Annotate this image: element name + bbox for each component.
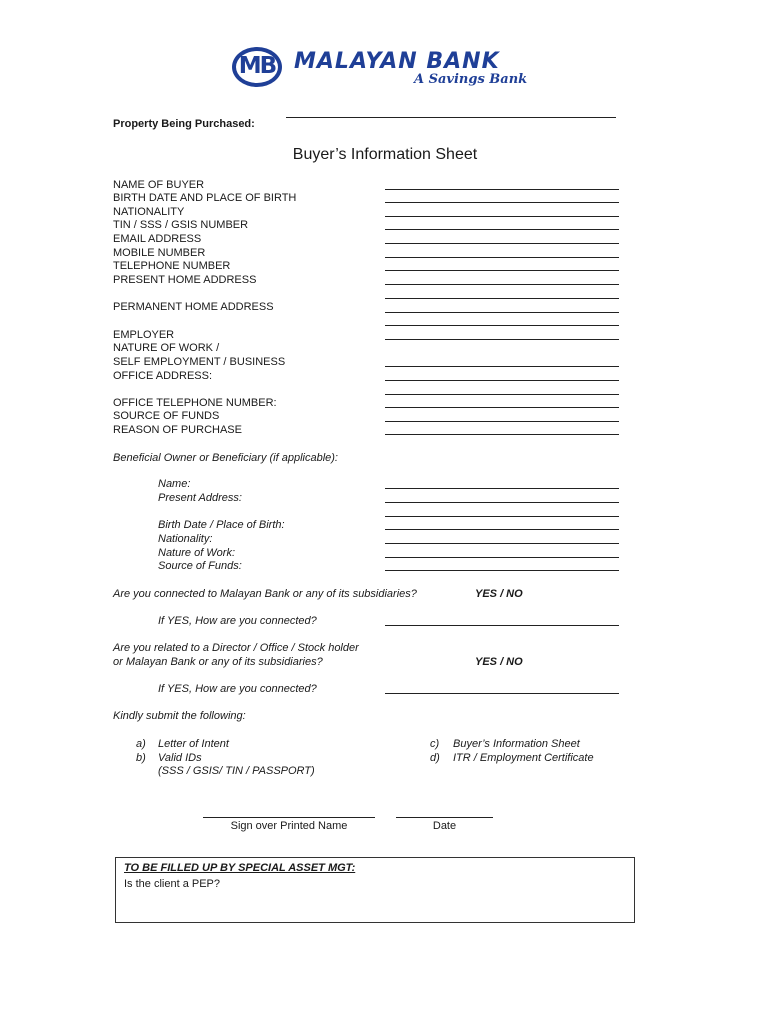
submit-marker-c: c) (430, 738, 440, 750)
answer-line[interactable] (385, 312, 619, 313)
submit-item-id-types: (SSS / GSIS/ TIN / PASSPORT) (158, 765, 315, 777)
bank-name: MALAYAN BANK (294, 49, 500, 74)
answer-line[interactable] (385, 557, 619, 558)
field-birth: BIRTH DATE AND PLACE OF BIRTH (113, 192, 297, 204)
answer-line[interactable] (385, 284, 619, 285)
answer-line[interactable] (385, 488, 619, 489)
beneficial-present-address: Present Address: (158, 492, 242, 504)
answer-line[interactable] (385, 298, 619, 299)
submit-marker-b: b) (136, 752, 146, 764)
beneficial-source-of-funds: Source of Funds: (158, 560, 242, 572)
answer-line[interactable] (385, 229, 619, 230)
field-telephone: TELEPHONE NUMBER (113, 260, 231, 272)
submit-marker-a: a) (136, 738, 146, 750)
signature-line[interactable] (203, 817, 375, 818)
submit-item-valid-ids: Valid IDs (158, 752, 202, 764)
q2-yes-no[interactable]: YES / NO (475, 656, 523, 668)
answer-line[interactable] (385, 502, 619, 503)
answer-line[interactable] (385, 216, 619, 217)
beneficial-heading: Beneficial Owner or Beneficiary (if applicable): (113, 452, 338, 464)
answer-line[interactable] (385, 394, 619, 395)
answer-line[interactable] (385, 434, 619, 435)
property-line[interactable] (286, 117, 616, 118)
q1-question: Are you connected to Malayan Bank or any of its subsidiaries? (113, 588, 417, 600)
field-permanent-address: PERMANENT HOME ADDRESS (113, 301, 274, 313)
answer-line[interactable] (385, 270, 619, 271)
answer-line[interactable] (385, 570, 619, 571)
date-label: Date (432, 820, 457, 832)
special-asset-heading: TO BE FILLED UP BY SPECIAL ASSET MGT: (124, 862, 356, 874)
q1-answer-line[interactable] (385, 625, 619, 626)
q2-followup: If YES, How are you connected? (158, 683, 317, 695)
answer-line[interactable] (385, 189, 619, 190)
submit-item-itr: ITR / Employment Certificate (453, 752, 594, 764)
q2-line2: or Malayan Bank or any of its subsidiaries? (113, 656, 323, 668)
submit-heading: Kindly submit the following: (113, 710, 246, 722)
answer-line[interactable] (385, 339, 619, 340)
beneficial-birth: Birth Date / Place of Birth: (158, 519, 285, 531)
field-tin: TIN / SSS / GSIS NUMBER (113, 219, 249, 231)
property-label: Property Being Purchased: (113, 118, 255, 130)
page-title: Buyer’s Information Sheet (292, 146, 478, 163)
q1-yes-no[interactable]: YES / NO (475, 588, 523, 600)
pep-question: Is the client a PEP? (124, 878, 220, 890)
answer-line[interactable] (385, 529, 619, 530)
field-employer: EMPLOYER (113, 329, 175, 341)
beneficial-nationality: Nationality: (158, 533, 213, 545)
bank-tagline: A Savings Bank (414, 72, 528, 87)
field-self-employment: SELF EMPLOYMENT / BUSINESS (113, 356, 286, 368)
answer-line[interactable] (385, 407, 619, 408)
field-present-address: PRESENT HOME ADDRESS (113, 274, 257, 286)
q2-line1: Are you related to a Director / Office / Stock holder (113, 642, 359, 654)
beneficial-name: Name: (158, 478, 191, 490)
date-line[interactable] (396, 817, 493, 818)
answer-line[interactable] (385, 243, 619, 244)
submit-marker-d: d) (430, 752, 440, 764)
q2-answer-line[interactable] (385, 693, 619, 694)
submit-item-buyer-info-sheet: Buyer’s Information Sheet (453, 738, 580, 750)
answer-line[interactable] (385, 257, 619, 258)
answer-line[interactable] (385, 380, 619, 381)
answer-line[interactable] (385, 543, 619, 544)
field-reason-of-purchase: REASON OF PURCHASE (113, 424, 242, 436)
submit-item-letter-of-intent: Letter of Intent (158, 738, 229, 750)
answer-line[interactable] (385, 366, 619, 367)
answer-line[interactable] (385, 202, 619, 203)
field-email: EMAIL ADDRESS (113, 233, 202, 245)
field-source-of-funds: SOURCE OF FUNDS (113, 410, 220, 422)
bank-logo-initials: MB (238, 53, 276, 79)
signature-label: Sign over Printed Name (230, 820, 348, 832)
q1-followup: If YES, How are you connected? (158, 615, 317, 627)
answer-line[interactable] (385, 325, 619, 326)
field-name-of-buyer: NAME OF BUYER (113, 179, 205, 191)
answer-line[interactable] (385, 421, 619, 422)
field-office-telephone: OFFICE TELEPHONE NUMBER: (113, 397, 277, 409)
field-nature-of-work: NATURE OF WORK / (113, 342, 220, 354)
answer-line[interactable] (385, 516, 619, 517)
field-nationality: NATIONALITY (113, 206, 185, 218)
beneficial-nature-of-work: Nature of Work: (158, 547, 236, 559)
field-office-address: OFFICE ADDRESS: (113, 370, 213, 382)
field-mobile: MOBILE NUMBER (113, 247, 206, 259)
